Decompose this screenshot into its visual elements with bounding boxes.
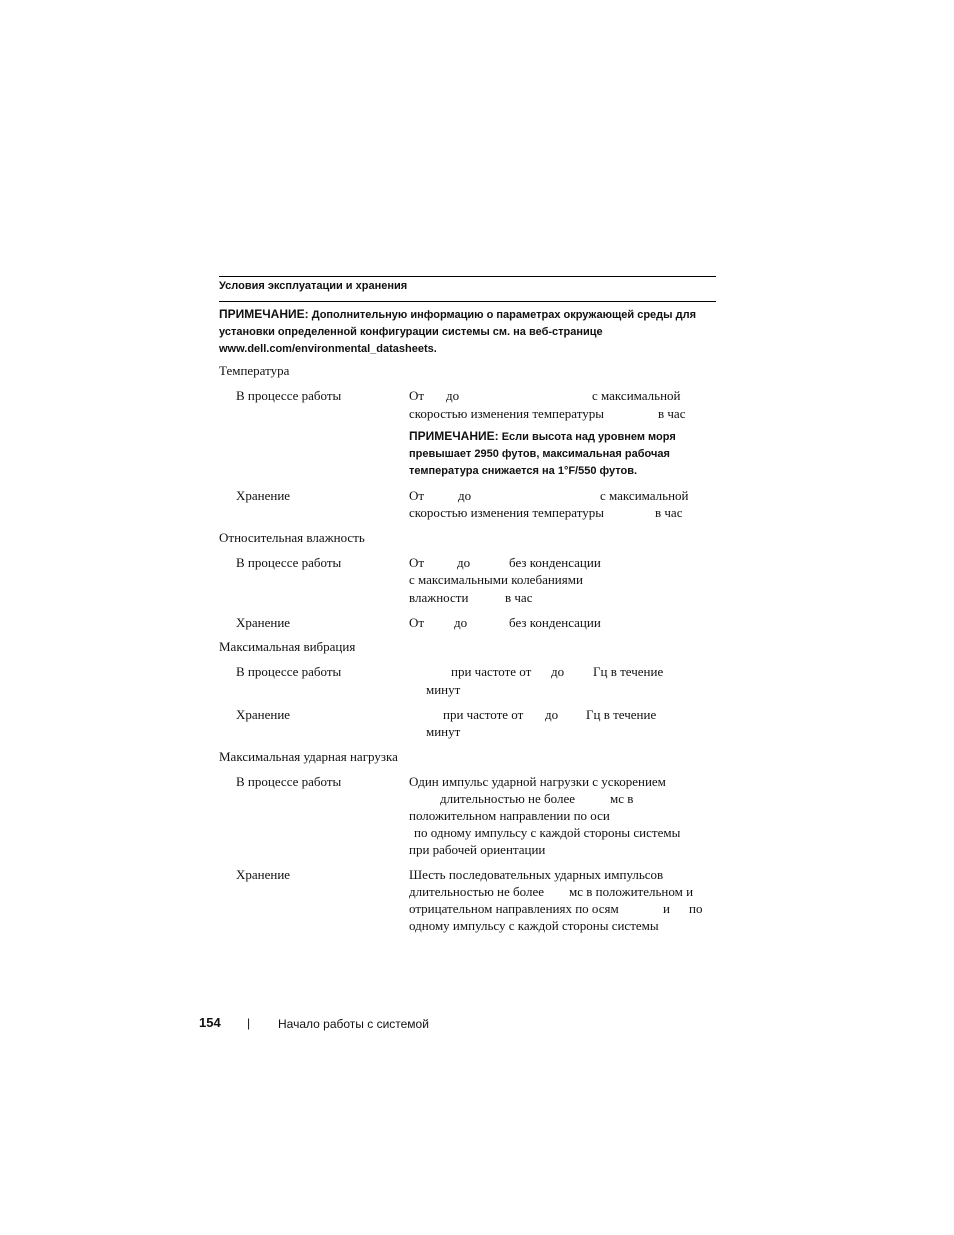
- subnote-text: Если высота над уровнем моря превышает 2950 футов, максимальная рабочая температура снижается на 1°F/550 футов.: [409, 431, 676, 477]
- vib-op-freq: при частоте от: [451, 664, 532, 679]
- hum-storage-label: Хранение: [236, 615, 291, 630]
- vib-st-hz: Гц в течение: [586, 707, 657, 722]
- temp-op-hour: в час: [658, 406, 686, 421]
- hum-st-to: до: [454, 615, 468, 630]
- note-text: Дополнительную информацию о параметрах окружающей среды для установки определенной конфигурации системы см. на веб-странице: [219, 309, 696, 338]
- shock-st-l3c: по: [689, 901, 703, 916]
- temperature-label: Температура: [219, 363, 290, 378]
- hum-op-line2: с максимальными колебаниями: [409, 572, 583, 587]
- shock-operating-label: В процессе работы: [236, 774, 342, 789]
- note-keyword: ПРИМЕЧАНИЕ:: [219, 307, 309, 321]
- shock-storage-label: Хранение: [236, 867, 291, 882]
- vib-op-to: до: [551, 664, 565, 679]
- shock-op-l1: Один импульс ударной нагрузки с ускорением: [409, 774, 666, 789]
- vib-op-hz: Гц в течение: [593, 664, 664, 679]
- vib-st-freq: при частоте от: [443, 707, 524, 722]
- temp-op-rate2: скоростью изменения температуры: [409, 406, 604, 421]
- vib-storage-label: Хранение: [236, 707, 291, 722]
- table-title: Условия эксплуатации и хранения: [219, 280, 408, 292]
- temp-st-rate: с максимальной: [600, 488, 689, 503]
- shock-op-l5: при рабочей ориентации: [409, 842, 546, 857]
- page-footer: [199, 1015, 599, 1035]
- hum-op-from: От: [409, 555, 425, 570]
- note-link[interactable]: www.dell.com/environmental_datasheets: [219, 343, 434, 355]
- environment-table: [219, 276, 716, 933]
- hum-op-line3a: влажности: [409, 590, 469, 605]
- temp-op-to: до: [446, 388, 460, 403]
- shock-label: Максимальная ударная нагрузка: [219, 749, 398, 764]
- temp-st-hour: в час: [655, 505, 683, 520]
- vibration-label: Максимальная вибрация: [219, 639, 356, 654]
- hum-st-from: От: [409, 615, 425, 630]
- shock-st-l3: отрицательном направлениях по осям: [409, 901, 619, 916]
- note: [219, 306, 716, 358]
- temp-st-to: до: [458, 488, 472, 503]
- vib-op-min: минут: [426, 682, 461, 697]
- shock-st-l2: длительностью не более: [409, 884, 544, 899]
- footer-title: Начало работы с системой: [278, 1017, 429, 1031]
- subnote-keyword: ПРИМЕЧАНИЕ:: [409, 429, 499, 443]
- note-end: .: [433, 343, 437, 355]
- temp-op-from: От: [409, 388, 425, 403]
- shock-st-l4: одному импульсу с каждой стороны системы: [409, 918, 659, 933]
- vib-st-min: минут: [426, 724, 461, 739]
- table-title-row: [219, 276, 716, 302]
- footer-separator: |: [247, 1016, 251, 1030]
- shock-op-l2: длительностью не более: [440, 791, 575, 806]
- hum-op-line3b: в час: [505, 590, 533, 605]
- vib-st-to: до: [545, 707, 559, 722]
- page-number: 154: [199, 1015, 221, 1030]
- hum-op-cond: без конденсации: [509, 555, 601, 570]
- shock-st-l3b: и: [663, 901, 670, 916]
- shock-op-l4: по одному импульсу с каждой стороны системы: [414, 825, 681, 840]
- hum-st-cond: без конденсации: [509, 615, 601, 630]
- temp-operating-label: В процессе работы: [236, 388, 342, 403]
- temp-st-from: От: [409, 488, 425, 503]
- temp-subnote: [409, 428, 719, 480]
- temp-storage-label: Хранение: [236, 488, 291, 503]
- shock-op-l3: положительном направлении по оси: [409, 808, 610, 823]
- shock-op-l2b: мс в: [610, 791, 634, 806]
- hum-op-to: до: [457, 555, 471, 570]
- temp-st-rate2: скоростью изменения температуры: [409, 505, 604, 520]
- vib-operating-label: В процессе работы: [236, 664, 342, 679]
- shock-st-l2b: мс в положительном и: [569, 884, 694, 899]
- temp-op-rate: с максимальной: [592, 388, 681, 403]
- hum-operating-label: В процессе работы: [236, 555, 342, 570]
- humidity-label: Относительная влажность: [219, 530, 365, 545]
- shock-st-l1: Шесть последовательных ударных импульсов: [409, 867, 664, 882]
